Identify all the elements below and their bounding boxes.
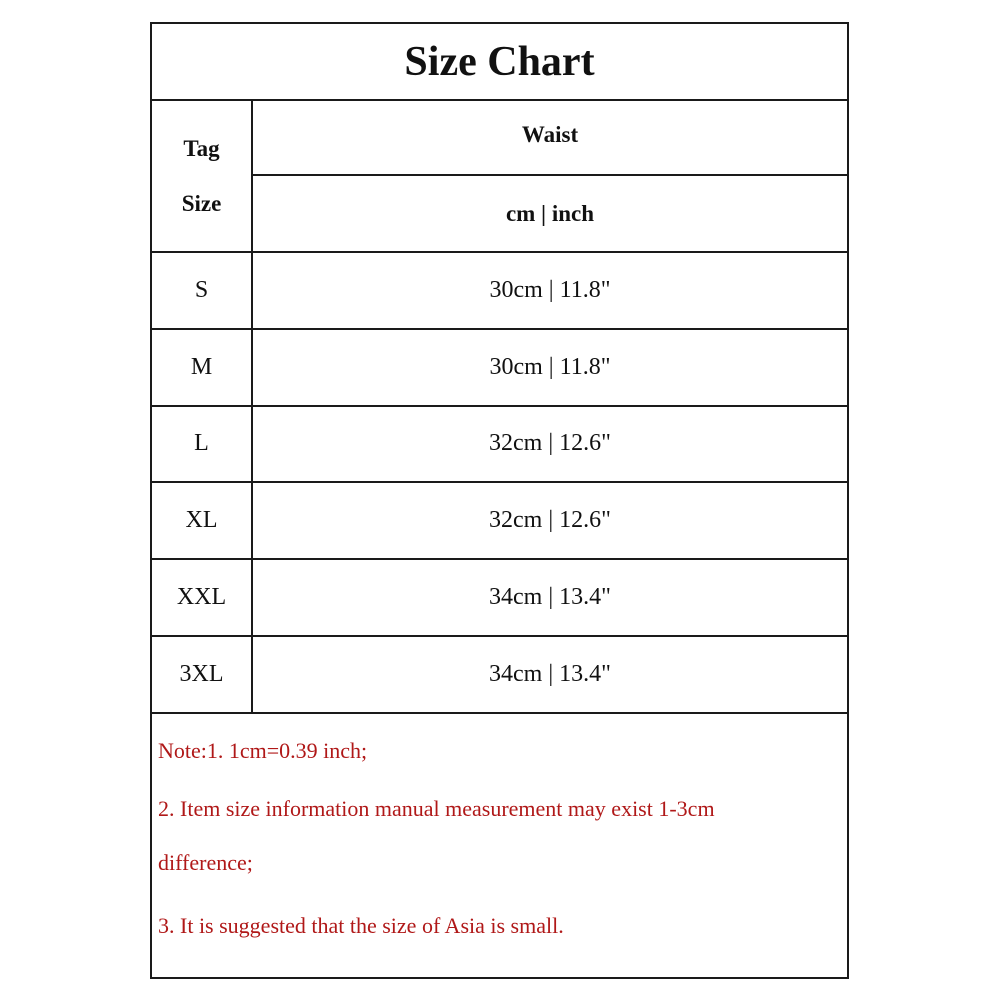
tag-size-header-line1: Tag	[183, 136, 220, 161]
note-conversion: Note:1. 1cm=0.39 inch;	[158, 738, 368, 763]
size-cell: S	[152, 253, 253, 328]
note-measurement-continued: difference;	[158, 850, 253, 875]
waist-cell: 32cm | 12.6"	[489, 507, 611, 534]
notes-section	[152, 714, 847, 977]
note-asia-size: 3. It is suggested that the size of Asia is small.	[158, 913, 564, 938]
waist-header: Waist	[253, 99, 847, 176]
size-cell: 3XL	[152, 637, 253, 712]
table-row	[152, 407, 847, 484]
table-row	[152, 483, 847, 560]
tag-size-header-line2: Size	[181, 191, 222, 216]
size-chart-table	[150, 22, 849, 979]
waist-cell: 34cm | 13.4"	[489, 584, 611, 611]
table-row	[152, 253, 847, 330]
chart-title: Size Chart	[152, 24, 847, 101]
waist-cell: 34cm | 13.4"	[489, 660, 611, 687]
size-cell: M	[152, 330, 253, 405]
table-row	[152, 560, 847, 637]
units-header: cm | inch	[253, 176, 847, 253]
tag-size-header	[152, 99, 253, 253]
size-cell: XL	[152, 483, 253, 558]
size-cell: L	[152, 407, 253, 482]
size-rows	[152, 253, 847, 714]
table-row	[152, 330, 847, 407]
waist-cell: 30cm | 11.8"	[489, 353, 611, 380]
table-row	[152, 637, 847, 714]
size-cell: XXL	[152, 560, 253, 635]
note-measurement: 2. Item size information manual measurement may exist 1-3cm	[158, 796, 715, 821]
waist-cell: 32cm | 12.6"	[489, 430, 611, 457]
waist-cell: 30cm | 11.8"	[489, 276, 611, 303]
